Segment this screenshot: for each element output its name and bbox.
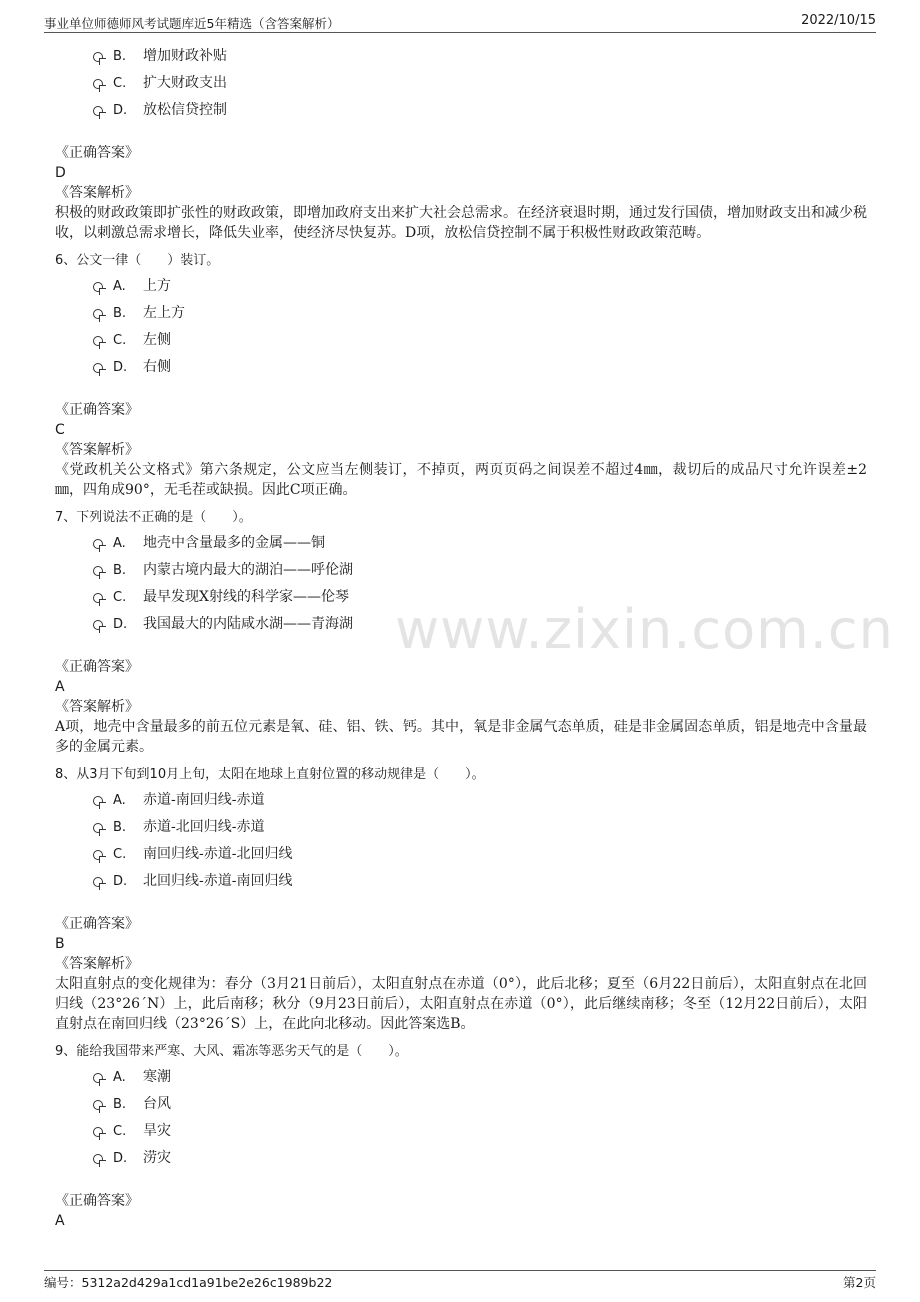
radio-icon[interactable] (93, 336, 103, 346)
radio-icon[interactable] (93, 620, 103, 630)
radio-icon[interactable] (93, 79, 103, 89)
radio-icon[interactable] (93, 593, 103, 603)
option-c[interactable]: C. 最早发现X射线的科学家——伦琴 (93, 584, 875, 611)
option-b[interactable]: B. 增加财政补贴 (93, 43, 875, 70)
watermark: www.zixin.com.cn (395, 598, 894, 661)
radio-icon[interactable] (93, 1154, 103, 1164)
option-list (93, 530, 875, 638)
answer-block (55, 143, 875, 243)
answer-block (55, 657, 875, 757)
option-c[interactable]: C. 扩大财政支出 (93, 70, 875, 97)
option-d[interactable]: D. 放松信贷控制 (93, 97, 875, 124)
question-stem: 8、从3月下旬到10月上旬，太阳在地球上直射位置的移动规律是（ ）。 (55, 767, 485, 782)
analysis-label: 《答案解析》 (55, 442, 139, 458)
answer-label: 《正确答案》 (55, 145, 139, 161)
option-c[interactable]: C. 南回归线-赤道-北回归线 (93, 841, 875, 868)
option-b[interactable]: B. 台风 (93, 1091, 875, 1118)
radio-icon[interactable] (93, 1127, 103, 1137)
radio-icon[interactable] (93, 106, 103, 116)
answer-value: A (55, 1213, 65, 1229)
radio-icon[interactable] (93, 796, 103, 806)
radio-icon[interactable] (93, 823, 103, 833)
option-a[interactable]: A. 寒潮 (93, 1064, 875, 1091)
option-list (93, 1064, 875, 1172)
answer-block (55, 914, 875, 1034)
answer-value: D (55, 165, 66, 181)
answer-label: 《正确答案》 (55, 1193, 139, 1209)
answer-block (55, 400, 875, 500)
radio-icon[interactable] (93, 877, 103, 887)
analysis-label: 《答案解析》 (55, 185, 139, 201)
answer-value: C (55, 422, 65, 438)
document-title: 事业单位师德师风考试题库近5年精选（含答案解析） (44, 16, 340, 31)
analysis-text: 太阳直射点的变化规律为：春分（3月21日前后），太阳直射点在赤道（0°），此后北移；夏至（6月22日前后），太阳直射点在北回归线（23°26´N）上，此后南移；秋分（9月23日前后），太阳直射点在赤道（0°），此后继续南移；冬至（12月22日前后），太阳直射点在南回归线（23°26´S）上，在此向北移动。因此答案选B。 (55, 976, 867, 1032)
document-body (55, 43, 875, 1231)
document-code: 编号：5312a2d429a1cd1a91be2e26c1989b22 (44, 1275, 333, 1290)
option-d[interactable]: D. 我国最大的内陆咸水湖——青海湖 (93, 611, 875, 638)
question-stem: 7、下列说法不正确的是（ ）。 (55, 510, 252, 525)
analysis-label: 《答案解析》 (55, 956, 139, 972)
question-8 (55, 763, 875, 1034)
radio-icon[interactable] (93, 282, 103, 292)
option-c[interactable]: C. 旱灾 (93, 1118, 875, 1145)
question-9 (55, 1040, 875, 1231)
question-stem: 9、能给我国带来严寒、大风、霜冻等恶劣天气的是（ ）。 (55, 1044, 408, 1059)
radio-icon[interactable] (93, 363, 103, 373)
answer-value: B (55, 936, 65, 952)
option-a[interactable]: A. 地壳中含量最多的金属——铜 (93, 530, 875, 557)
option-list (93, 273, 875, 381)
radio-icon[interactable] (93, 539, 103, 549)
radio-icon[interactable] (93, 566, 103, 576)
option-list (93, 787, 875, 895)
page-number: 第2页 (843, 1275, 876, 1290)
document-date: 2022/10/15 (801, 13, 876, 28)
option-d[interactable]: D. 北回归线-赤道-南回归线 (93, 868, 875, 895)
page-header (44, 12, 876, 33)
option-a[interactable]: A. 上方 (93, 273, 875, 300)
radio-icon[interactable] (93, 52, 103, 62)
option-a[interactable]: A. 赤道-南回归线-赤道 (93, 787, 875, 814)
radio-icon[interactable] (93, 1100, 103, 1110)
analysis-text: 积极的财政政策即扩张性的财政政策，即增加政府支出来扩大社会总需求。在经济衰退时期，通过发行国债，增加财政支出和减少税收，以刺激总需求增长，降低失业率，使经济尽快复苏。D项，放松信贷控制不属于积极性财政政策范畴。 (55, 205, 867, 241)
answer-label: 《正确答案》 (55, 659, 139, 675)
option-b[interactable]: B. 内蒙古境内最大的湖泊——呼伦湖 (93, 557, 875, 584)
option-list (93, 43, 875, 124)
analysis-label: 《答案解析》 (55, 699, 139, 715)
analysis-text: A项，地壳中含量最多的前五位元素是氧、硅、铝、铁、钙。其中，氧是非金属气态单质，硅是非金属固态单质，铝是地壳中含量最多的金属元素。 (55, 719, 867, 755)
radio-icon[interactable] (93, 850, 103, 860)
option-b[interactable]: B. 左上方 (93, 300, 875, 327)
answer-block (55, 1191, 875, 1231)
page-footer (44, 1270, 876, 1293)
radio-icon[interactable] (93, 1073, 103, 1083)
answer-value: A (55, 679, 65, 695)
question-7 (55, 506, 875, 757)
question-stem: 6、公文一律（ ）装订。 (55, 253, 220, 268)
option-d[interactable]: D. 右侧 (93, 354, 875, 381)
option-b[interactable]: B. 赤道-北回归线-赤道 (93, 814, 875, 841)
analysis-text: 《党政机关公文格式》第六条规定，公文应当左侧装订，不掉页，两页页码之间误差不超过4㎜，裁切后的成品尺寸允许误差±2㎜，四角成90°，无毛茬或缺损。因此C项正确。 (55, 462, 867, 498)
option-c[interactable]: C. 左侧 (93, 327, 875, 354)
question-6 (55, 249, 875, 500)
answer-label: 《正确答案》 (55, 916, 139, 932)
option-d[interactable]: D. 涝灾 (93, 1145, 875, 1172)
question-5 (55, 43, 875, 243)
radio-icon[interactable] (93, 309, 103, 319)
answer-label: 《正确答案》 (55, 402, 139, 418)
